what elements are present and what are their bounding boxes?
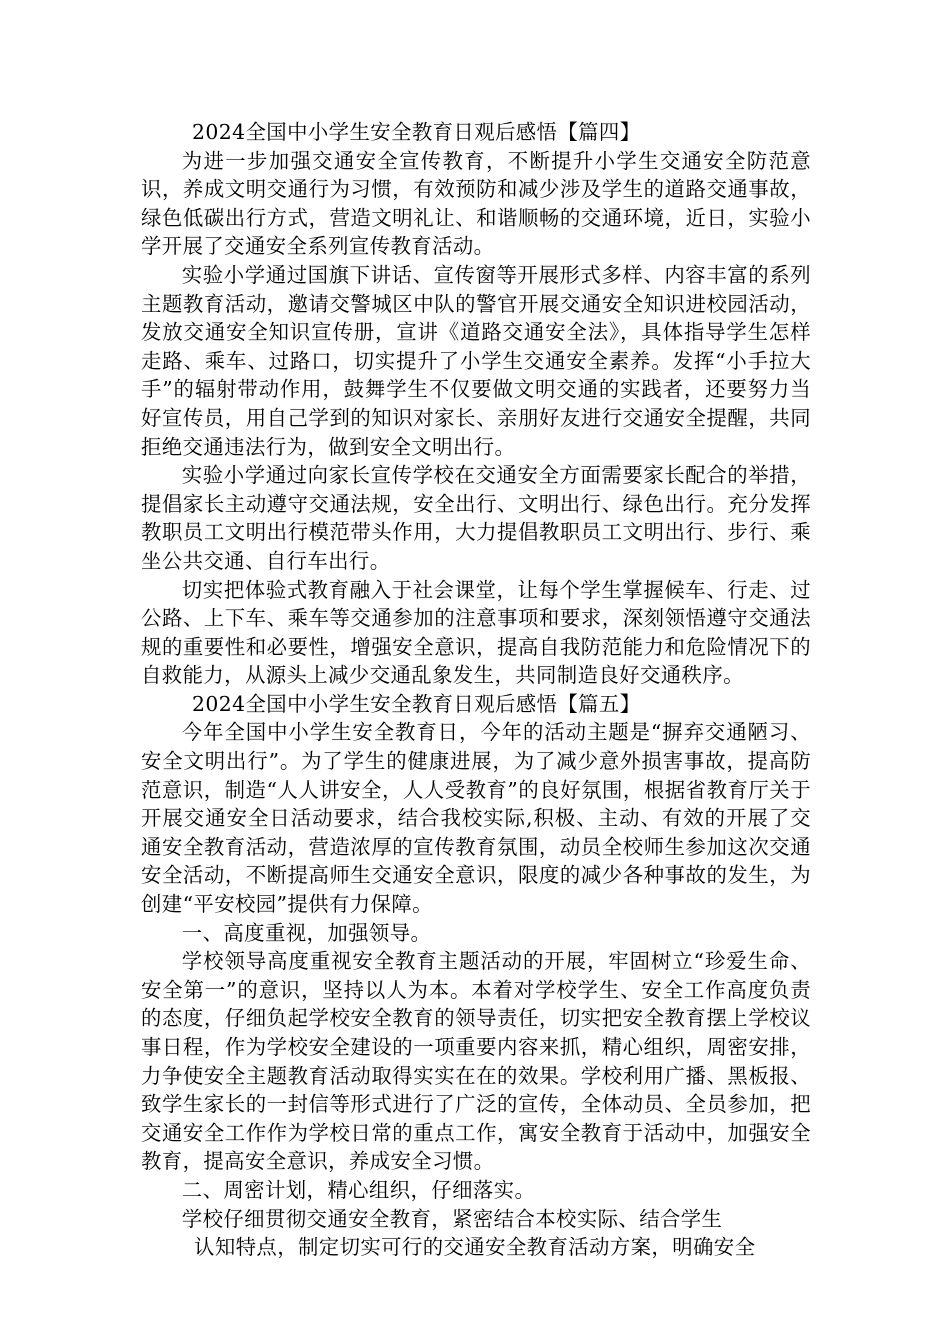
paragraph: 学校仔细贯彻交通安全教育，紧密结合本校实际、结合学生 — [181, 1206, 723, 1231]
paragraph: 为进一步加强交通安全宣传教育，不断提升小学生交通安全防范意识，养成文明交通行为习惯，有效预防和减少涉及学生的道路交通事故，绿色低碳出行方式，营造文明礼让、和谐顺畅的交通环境，近日，实验小学开展了交通安全系列宣传教育活动。 — [141, 148, 811, 259]
document-body — [141, 118, 811, 1262]
section-heading-2: 二、周密计划，精心组织，仔细落实。 — [181, 1177, 536, 1202]
section-heading-1: 一、高度重视，加强领导。 — [181, 920, 432, 945]
paragraph: 切实把体验式教育融入于社会课堂，让每个学生掌握候车、行走、过公路、上下车、乘车等交通参加的注意事项和要求，深刻领悟遵守交通法规的重要性和必要性，增强安全意识，提高自我防范能力和危险情况下的自救能力，从源头上减少交通乱象发生，共同制造良好交通秩序。 — [141, 577, 811, 688]
paragraph: 实验小学通过国旗下讲话、宣传窗等开展形式多样、内容丰富的系列主题教育活动，邀请交警城区中队的警官开展交通安全知识进校园活动，发放交通安全知识宣传册，宣讲《道路交通安全法》，具体指导学生怎样走路、乘车、过路口，切实提升了小学生交通安全素养。发挥“小手拉大手”的辐射带动作用，鼓舞学生不仅要做文明交通的实践者，还要努力当好宣传员，用自己学到的知识对家长、亲朋好友进行交通安全提醒，共同拒绝交通违法行为，做到安全文明出行。 — [141, 262, 811, 459]
paragraph: 实验小学通过向家长宣传学校在交通安全方面需要家长配合的举措，提倡家长主动遵守交通法规，安全出行、文明出行、绿色出行。充分发挥教职员工文明出行模范带头作用，大力提倡教职员工文明出行、步行、乘坐公共交通、自行车出行。 — [141, 463, 811, 573]
paragraph: 学校领导高度重视安全教育主题活动的开展，牢固树立“珍爱生命、安全第一”的意识，坚持以人为本。本着对学校学生、安全工作高度负责的态度，仔细负起学校安全教育的领导责任，切实把安全教育摆上学校议事日程，作为学校安全建设的一项重要内容来抓，精心组织，周密安排，力争使安全主题教育活动取得实实在在的效果。学校利用广播、黑板报、致学生家长的一封信等形式进行了广泛的宣传，全体动员、全员参加，把交通安全工作作为学校日常的重点工作，寓安全教育于活动中，加强安全教育，提高安全意识，养成安全习惯。 — [141, 949, 811, 1174]
paragraph: 今年全国中小学生安全教育日，今年的活动主题是“摒弃交通陋习、安全文明出行”。为了学生的健康进展，为了减少意外损害事故，提高防范意识，制造“人人讲安全，人人受教育”的良好氛围，根据省教育厅关于开展交通安全日活动要求，结合我校实际,积极、主动、有效的开展了交通安全教育活动，营造浓厚的宣传教育氛围，动员全校师生参加这次交通安全活动，不断提高师生交通安全意识，限度的减少各种事故的发生，为创建“平安校园”提供有力保障。 — [141, 720, 811, 917]
paragraph-continued: 认知特点，制定切实可行的交通安全教育活动方案，明确安全 — [194, 1235, 756, 1260]
article-title-5: 2024全国中小学生安全教育日观后感悟【篇五】 — [192, 691, 641, 716]
article-title-4: 2024全国中小学生安全教育日观后感悟【篇四】 — [192, 120, 641, 144]
